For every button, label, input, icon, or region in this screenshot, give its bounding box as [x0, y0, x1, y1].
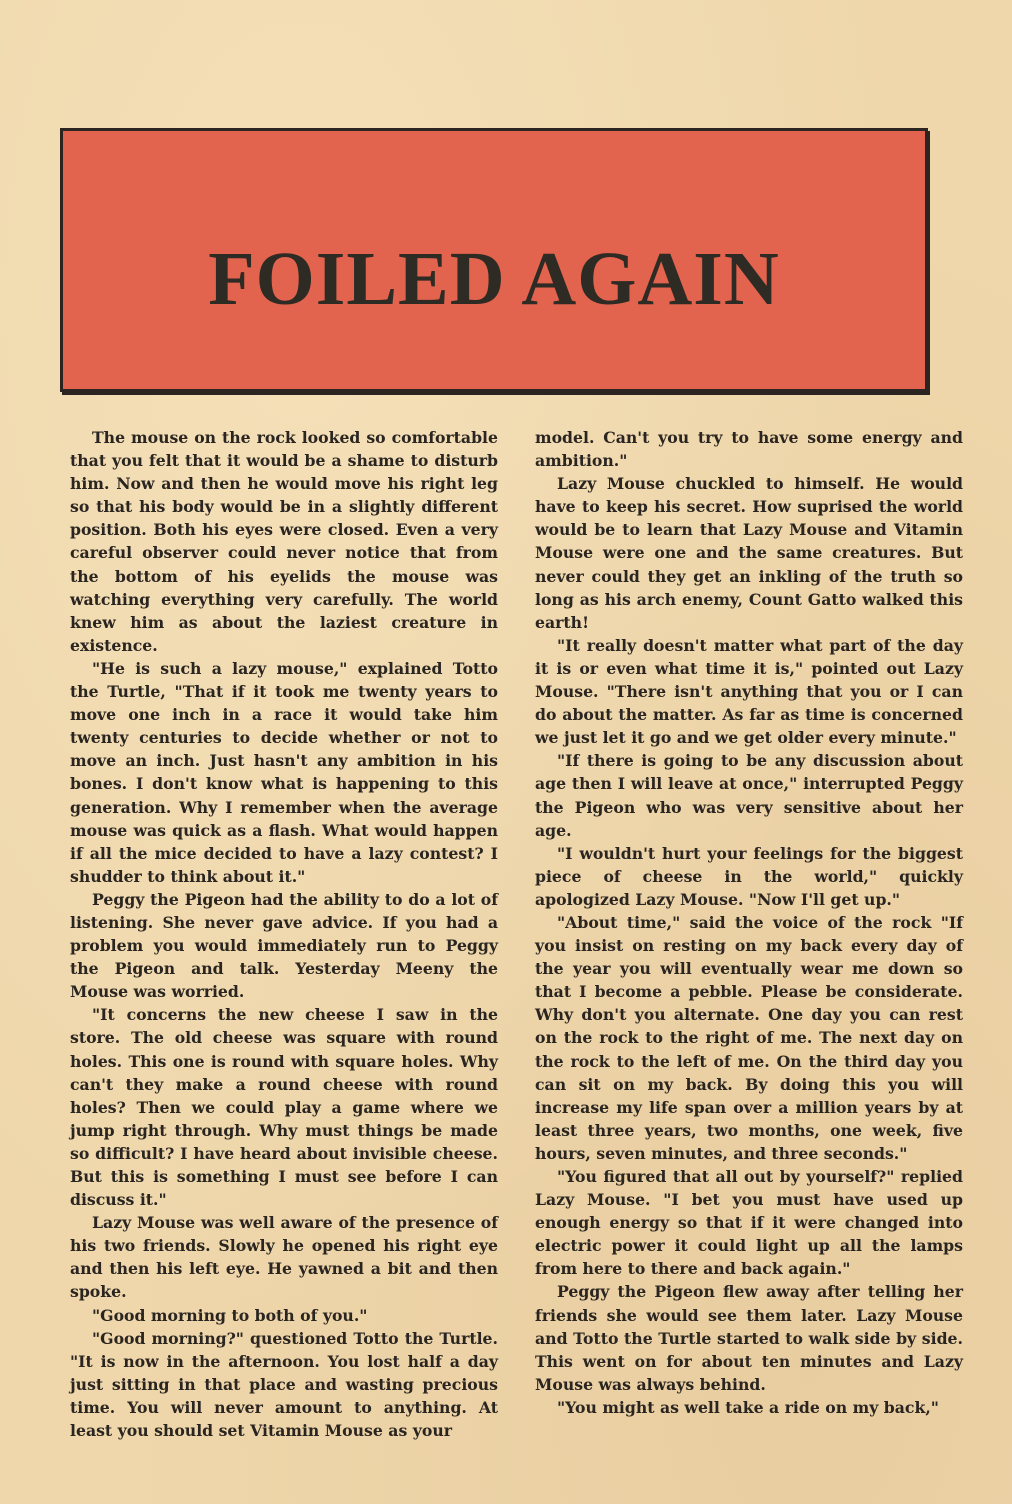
paragraph: The mouse on the rock looked so comfortable that you felt that it would be a shame to disturb him. Now and then he would move his right leg so that his body would be in a slightly different position. Both his eyes were closed. Even a very careful observer could never notice that from the bottom of his eyelids the mouse was watching everything very carefully. The world knew him as about the laziest creature in existence. [70, 428, 498, 655]
paragraph-continued: model. Can't you try to have some energy and ambition." [535, 428, 963, 471]
paragraph: "It really doesn't matter what part of the day it is or even what time it is," pointed out Lazy Mouse. "There isn't anything that you or I can do about the matter. As far as time is concerned we just let it go and we get older every minute." [535, 635, 963, 748]
paragraph: Lazy Mouse was well aware of the presence of his two friends. Slowly he opened his right eye and then his left eye. He yawned a bit and then spoke. [70, 1213, 498, 1302]
paragraph: "Good morning?" questioned Totto the Turtle. "It is now in the afternoon. You lost half a day just sitting in that place and wasting precious time. You will never amount to anything. At least you should set Vitamin Mouse as your [70, 1328, 498, 1441]
paragraph: Peggy the Pigeon had the ability to do a lot of listening. She never gave advice. If you had a problem you would immediately run to Peggy the Pigeon and talk. Yesterday Meeny the Mouse was worried. [70, 889, 498, 1002]
paragraph: "About time," said the voice of the rock "If you insist on resting on my back every day of the year you will eventually wear me down so that I become a pebble. Please be considerate. Why don't you alternate. One day you can rest on the rock to the right of me. The next day on the rock to the left of me. On the third day you can sit on my back. By doing this you will increase my life span over a million years by at least three years, two months, one week, five hours, seven minutes, and three seconds." [535, 912, 963, 1163]
right-text-column [535, 426, 963, 1419]
paragraph: "I wouldn't hurt your feelings for the biggest piece of cheese in the world," quickly apologized Lazy Mouse. "Now I'll get up." [535, 843, 963, 909]
left-text-column [70, 426, 498, 1442]
paragraph: "Good morning to both of you." [92, 1305, 368, 1325]
paragraph: "He is such a lazy mouse," explained Totto the Turtle, "That if it took me twenty years to move one inch in a race it would take him twenty centuries to decide whether or not to move an inch. Just hasn't any ambition in his bones. I don't know what is happening to this generation. Why I remember when the average mouse was quick as a flash. What would happen if all the mice decided to have a lazy contest? I shudder to think about it." [70, 658, 498, 886]
paragraph: "If there is going to be any discussion about age then I will leave at once," interrupted Peggy the Pigeon who was very sensitive about her age. [535, 751, 963, 840]
paragraph: Peggy the Pigeon flew away after telling her friends she would see them later. Lazy Mouse and Totto the Turtle started to walk side by side. This went on for about ten minutes and Lazy Mouse was always behind. [535, 1282, 963, 1394]
paragraph: "It concerns the new cheese I saw in the store. The old cheese was square with round holes. This one is round with square holes. Why can't they make a round cheese with round holes? Then we could play a game where we jump right through. Why must things be made so difficult? I have heard about invisible cheese. But this is something I must see before I can discuss it." [70, 1005, 498, 1210]
title-banner [60, 128, 928, 392]
page-title: FOILED AGAIN [208, 237, 780, 321]
paragraph: Lazy Mouse chuckled to himself. He would have to keep his secret. How suprised the world would be to learn that Lazy Mouse and Vitamin Mouse were one and the same creatures. But never could they get an inkling of the truth so long as his arch enemy, Count Gatto walked this earth! [535, 474, 963, 632]
paragraph: "You might as well take a ride on my back," [557, 1397, 939, 1417]
paragraph: "You figured that all out by yourself?" replied Lazy Mouse. "I bet you must have used up enough energy so that if it were changed into electric power it could light up all the lamps from here to there and back again." [535, 1167, 963, 1279]
